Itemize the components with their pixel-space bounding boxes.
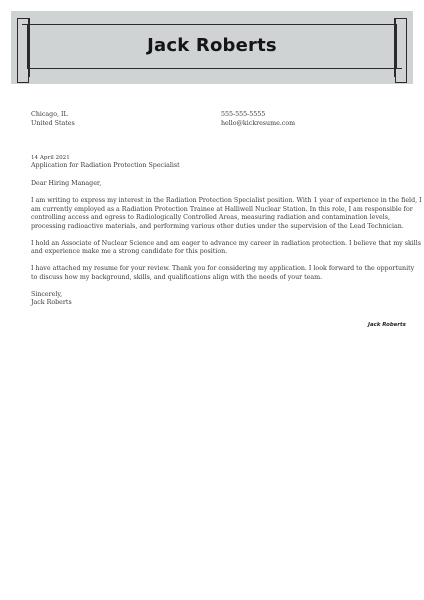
- paragraph-3: [31, 265, 415, 282]
- contact-city: Chicago, IL: [31, 111, 68, 118]
- letter-subject: Application for Radiation Protection Specialist: [31, 162, 180, 169]
- paragraph-line: I am writing to express my interest in the Radiation Protection Specialist position. With 1 year of experience in the field, I: [31, 197, 422, 204]
- paragraph-line: processing radioactive materials, and performing various other duties under the supervision of the Lead Technician.: [31, 222, 404, 230]
- paragraph-line: and experience make me a strong candidate for this position.: [31, 248, 228, 255]
- paragraph-line: I have attached my resume for your review. Thank you for considering my application. I look forward to the opportunity: [31, 265, 415, 272]
- paragraph-line: am currently employed as a Radiation Protection Trainee at Halliwell Nuclear Station. In this role, I am responsible for: [31, 205, 413, 213]
- sender-name: Jack Roberts: [31, 299, 72, 306]
- paragraph-line: controlling access and egress to Radiologically Controlled Areas, measuring radiation and contamination levels,: [31, 214, 390, 221]
- signature: Jack Roberts: [368, 322, 406, 328]
- letter-date: 14 April 2021: [31, 155, 70, 161]
- decorative-line-left-top: [22, 24, 45, 25]
- contact-country: United States: [31, 119, 75, 127]
- letter-body: [31, 180, 422, 316]
- contact-address: [31, 111, 75, 128]
- contact-email: hello@kickresume.com: [221, 119, 296, 127]
- paragraph-line: I hold an Associate of Nuclear Science and am eager to advance my career in radiation protection. I believe that my skills: [31, 239, 422, 247]
- decorative-line-right-bottom: [379, 68, 402, 69]
- contact-details: [221, 111, 295, 128]
- contact-phone: 555-555-5555: [221, 111, 266, 118]
- paragraph-line: to discuss how my background, skills, and qualifications align with the needs of your team.: [31, 273, 323, 281]
- paragraph-1: [31, 197, 422, 231]
- header-band: [11, 11, 413, 84]
- applicant-name: Jack Roberts: [147, 35, 277, 56]
- closing-block: [31, 291, 401, 308]
- paragraph-2: [31, 239, 422, 257]
- closing: Sincerely,: [31, 290, 63, 298]
- greeting: Dear Hiring Manager,: [31, 180, 102, 187]
